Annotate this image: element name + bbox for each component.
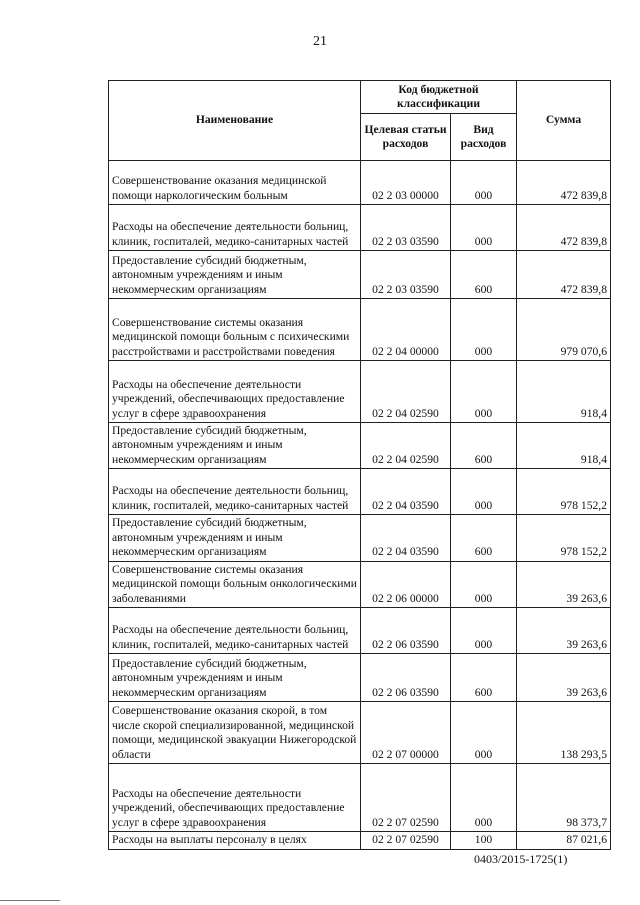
row-type: 600 [451,251,517,299]
row-name: Расходы на обеспечение деятельности учреждений, обеспечивающих предоставление услуг в сфере здравоохранения [109,764,361,832]
row-code: 02 2 04 03590 [361,515,451,561]
row-code: 02 2 07 02590 [361,764,451,832]
row-name: Совершенствование системы оказания медицинской помощи больным онкологическими заболеваниями [109,561,361,607]
row-name: Расходы на обеспечение деятельности больниц, клиник, госпиталей, медико-санитарных частей [109,205,361,251]
row-type: 000 [451,205,517,251]
row-name: Предоставление субсидий бюджетным, автономным учреждениям и иным некоммерческим организациям [109,251,361,299]
table-row [109,608,611,654]
table-row [109,654,611,702]
row-sum: 978 152,2 [517,515,611,561]
row-code: 02 2 06 03590 [361,654,451,702]
row-name: Расходы на обеспечение деятельности больниц, клиник, госпиталей, медико-санитарных частей [109,608,361,654]
row-code: 02 2 04 02590 [361,361,451,423]
row-type: 000 [451,469,517,515]
table-row [109,205,611,251]
row-name: Расходы на обеспечение деятельности учреждений, обеспечивающих предоставление услуг в сфере здравоохранения [109,361,361,423]
row-type: 600 [451,654,517,702]
header-target: Целевая статьи расходов [361,114,451,161]
row-sum: 472 839,8 [517,251,611,299]
table-row [109,764,611,832]
row-sum: 472 839,8 [517,161,611,205]
header-type: Вид расходов [451,114,517,161]
row-name: Совершенствование оказания медицинской помощи наркологическим больным [109,161,361,205]
row-type: 000 [451,361,517,423]
bottom-rule [0,900,60,901]
row-name: Расходы на обеспечение деятельности больниц, клиник, госпиталей, медико-санитарных частей [109,469,361,515]
row-name: Предоставление субсидий бюджетным, автономным учреждениям и иным некоммерческим организациям [109,654,361,702]
row-type: 000 [451,764,517,832]
table-row [109,361,611,423]
table-row [109,251,611,299]
row-sum: 918,4 [517,361,611,423]
table-row [109,161,611,205]
table-row [109,423,611,469]
row-sum: 918,4 [517,423,611,469]
table-row [109,515,611,561]
table-row [109,832,611,849]
row-sum: 87 021,6 [517,832,611,849]
row-sum: 39 263,6 [517,561,611,607]
row-sum: 138 293,5 [517,702,611,764]
row-code: 02 2 06 00000 [361,561,451,607]
row-type: 100 [451,832,517,849]
row-name: Предоставление субсидий бюджетным, автономным учреждениям и иным некоммерческим организациям [109,515,361,561]
header-sum: Сумма [517,81,611,161]
row-name: Расходы на выплаты персоналу в целях [109,832,361,849]
row-code: 02 2 03 00000 [361,161,451,205]
header-name: Наименование [109,81,361,161]
row-sum: 98 373,7 [517,764,611,832]
row-type: 600 [451,515,517,561]
row-code: 02 2 04 00000 [361,299,451,361]
row-type: 600 [451,423,517,469]
row-sum: 39 263,6 [517,608,611,654]
row-sum: 979 070,6 [517,299,611,361]
budget-table [108,80,611,850]
table-row [109,561,611,607]
table-row [109,299,611,361]
row-name: Совершенствование оказания скорой, в том числе скорой специализированной, медицинской помощи, медицинской эвакуации Нижегородской области [109,702,361,764]
row-code: 02 2 07 02590 [361,832,451,849]
row-code: 02 2 03 03590 [361,251,451,299]
page-number: 21 [313,34,327,49]
row-type: 000 [451,702,517,764]
document-code: 0403/2015-1725(1) [474,852,568,866]
row-code: 02 2 04 03590 [361,469,451,515]
row-name: Совершенствование системы оказания медицинской помощи больным с психическими расстройствами и расстройствами поведения [109,299,361,361]
row-type: 000 [451,161,517,205]
row-type: 000 [451,561,517,607]
row-type: 000 [451,299,517,361]
table-row [109,702,611,764]
row-sum: 39 263,6 [517,654,611,702]
row-sum: 472 839,8 [517,205,611,251]
row-code: 02 2 06 03590 [361,608,451,654]
header-code-group: Код бюджетной классификации [361,81,517,114]
row-name: Предоставление субсидий бюджетным, автономным учреждениям и иным некоммерческим организациям [109,423,361,469]
row-type: 000 [451,608,517,654]
row-code: 02 2 04 02590 [361,423,451,469]
row-code: 02 2 03 03590 [361,205,451,251]
row-code: 02 2 07 00000 [361,702,451,764]
table-row [109,469,611,515]
row-sum: 978 152,2 [517,469,611,515]
